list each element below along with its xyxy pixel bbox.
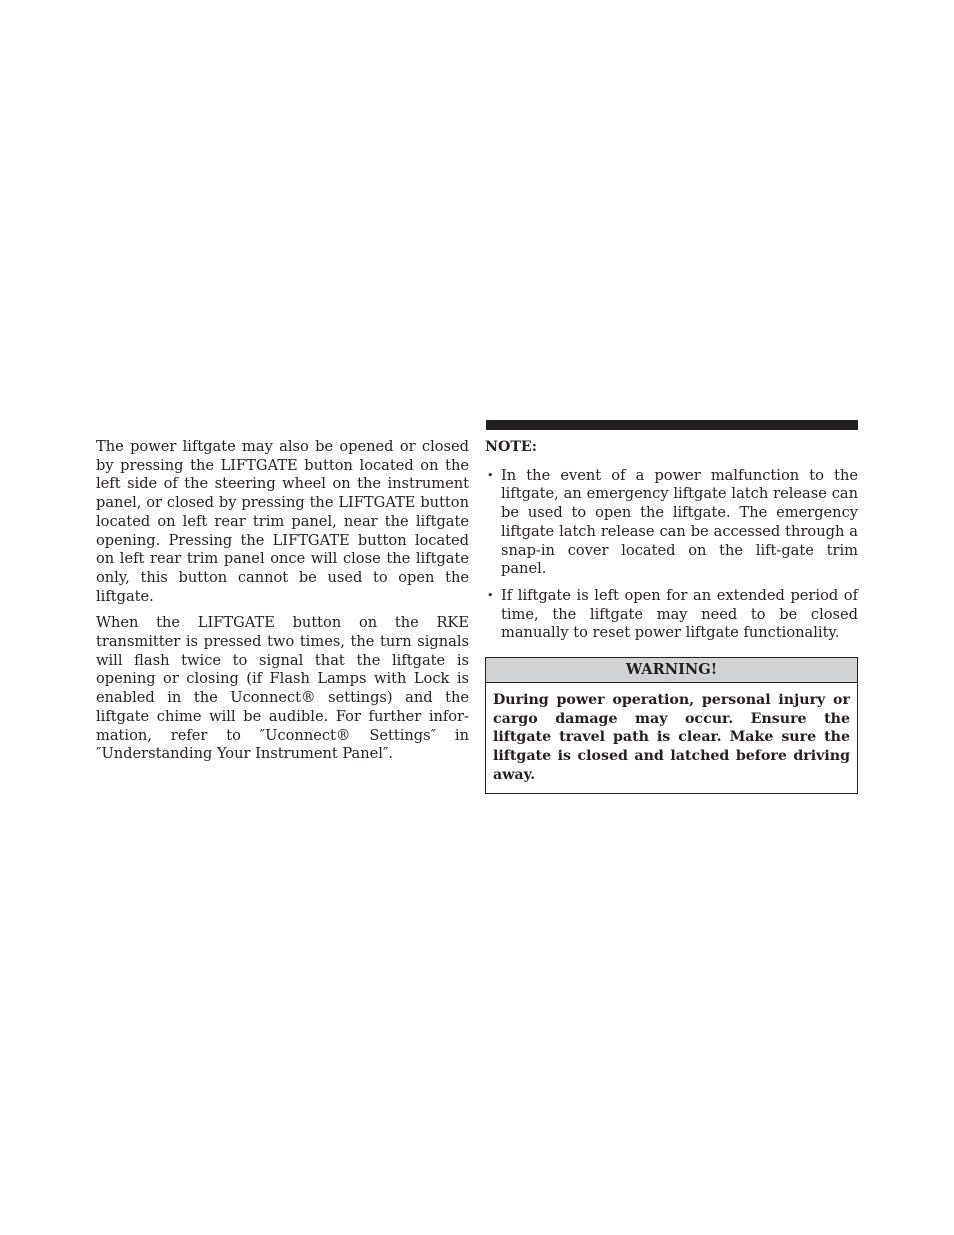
bullet-text: If liftgate is left open for an extended period of time, the liftgate may need to be closed manually to reset power liftgate functionality. (501, 586, 858, 642)
list-item (485, 467, 858, 579)
note-heading: NOTE: (485, 439, 537, 455)
paragraph-power-liftgate-buttons: The power liftgate may also be opened or closed by pressing the LIFTGATE button located on the left side of the steering wheel on the instrument panel, or closed by pressing the LIFTGATE button located on left rear trim panel, near the liftgate opening. Pressing the LIFTGATE button located on left rear trim panel once will close the liftgate only, this button cannot be used to open the liftgate. (96, 438, 469, 605)
warning-title: WARNING! (486, 658, 857, 683)
bullet-icon: • (487, 468, 494, 482)
note-bullet-list (485, 467, 858, 643)
left-column (96, 438, 469, 772)
list-item (485, 587, 858, 643)
bullet-text: In the event of a power malfunction to the liftgate, an emergency liftgate latch release can be used to open the liftgate. The emergency liftgate latch release can be accessed through a snap-in cover located on the lift-gate trim panel. (501, 466, 858, 578)
bullet-icon: • (487, 588, 494, 602)
section-divider-bar (486, 420, 858, 430)
warning-body: During power operation, personal injury or cargo damage may occur. Ensure the liftgate travel path is clear. Make sure the liftgate is closed and latched before driving away. (493, 692, 850, 783)
paragraph-rke-transmitter: When the LIFTGATE button on the RKE transmitter is pressed two times, the turn signals will flash twice to signal that the liftgate is opening or closing (if Flash Lamps with Lock is enabled in the Uconnect® settings) and the liftgate chime will be audible. For further infor-mation, refer to ″Uconnect® Settings″ in ″Understanding Your Instrument Panel″. (96, 614, 469, 763)
right-column (485, 438, 858, 794)
warning-box (485, 657, 858, 794)
